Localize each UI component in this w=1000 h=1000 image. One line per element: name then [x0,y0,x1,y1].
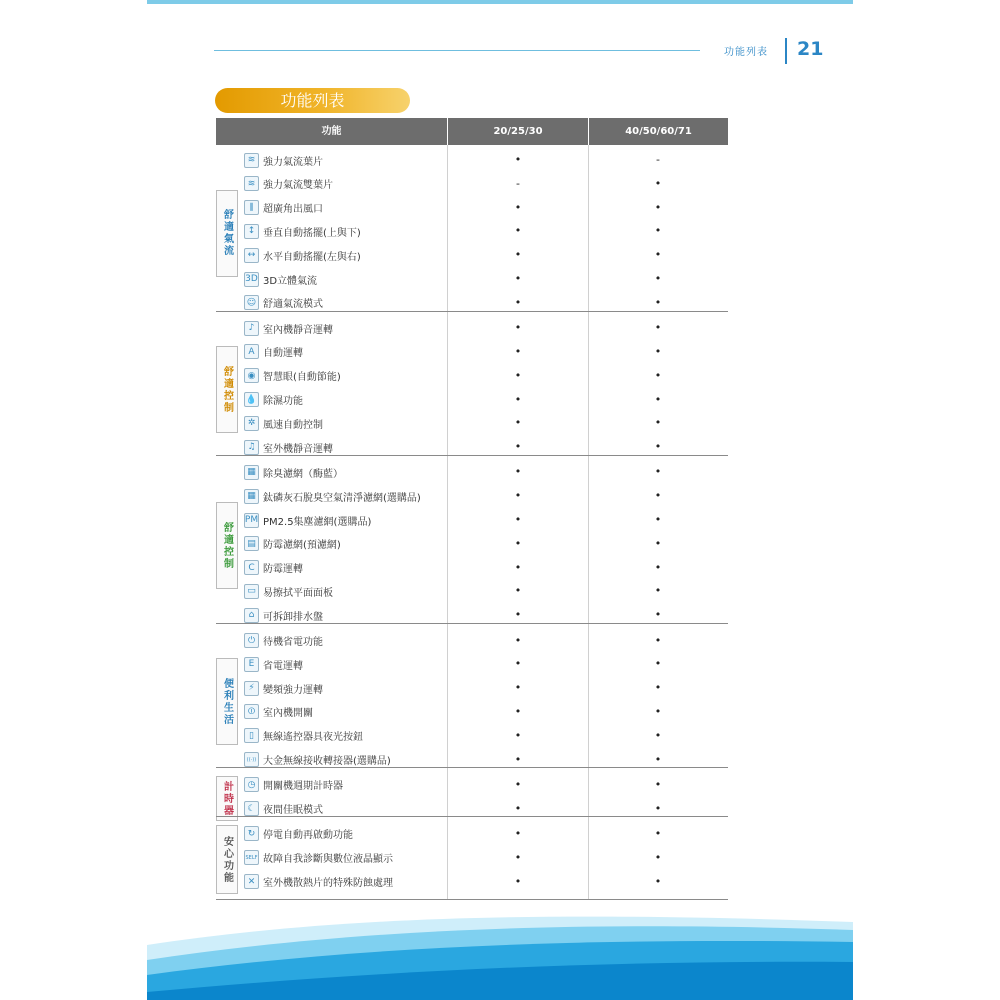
availability-mark-small: • [514,728,522,742]
availability-mark-small: • [514,681,522,695]
table-row [244,703,313,721]
mold-proof-icon: C [244,560,259,575]
availability-mark-small: • [514,513,522,526]
availability-mark-large: • [654,465,662,479]
availability-mark-large: • [654,801,662,815]
feature-label: 變頻強力運轉 [263,684,323,696]
availability-mark-large: • [654,584,662,598]
auto-operation-icon: A [244,344,259,359]
availability-mark-small: • [514,489,522,503]
availability-mark-small: • [514,704,522,718]
horizontal-swing-icon: ↔ [244,248,259,263]
feature-label: 3D立體氣流 [263,275,318,287]
availability-mark-small: • [514,657,522,671]
availability-mark-small: • [514,874,522,888]
self-diagnosis-icon: SELF [244,850,259,865]
remote-control-icon: ▯ [244,728,259,743]
availability-mark-large: • [654,248,662,262]
table-row [244,800,323,818]
feature-label: 水平自動搖擺(左與右) [263,251,361,263]
mold-filter-icon: ▤ [244,536,259,551]
feature-label: 鈦磷灰石脫臭空氣清淨濾網(選購品) [263,492,421,504]
feature-label: 開關機週期計時器 [263,781,343,793]
availability-mark-large: • [654,777,662,791]
feature-label: 可拆卸排水盤 [263,611,323,623]
table-row [244,727,363,745]
column-divider [447,145,448,900]
section-title: 功能列表 [215,88,410,113]
pm25-filter-icon: PM [244,513,259,528]
availability-mark-small: • [514,850,522,864]
table-row [244,391,303,409]
weekly-timer-icon: ◷ [244,777,259,792]
table-row [244,655,303,673]
intelligent-eye-icon: ◉ [244,368,259,383]
feature-label: 省電運轉 [263,660,303,672]
feature-label: 自動運轉 [263,348,303,360]
availability-mark-large: • [654,752,662,766]
table-row [244,582,333,600]
table-row [244,463,343,481]
availability-mark-large: • [654,513,662,526]
availability-mark-large: - [656,153,660,166]
table-row [244,319,333,337]
feature-label: 室外機靜音運轉 [263,443,333,455]
feature-label: PM2.5集塵濾網(選購品) [263,516,372,528]
fan-speed-icon: ✲ [244,416,259,431]
availability-mark-small: • [514,295,522,309]
availability-mark-small: • [514,392,522,406]
feature-label: 除臭濾網（酶藍） [263,468,343,480]
table-row [244,367,341,385]
table-row [244,175,333,193]
table-row [244,679,323,697]
availability-mark-small: • [514,200,522,214]
availability-mark-small: • [514,536,522,550]
availability-mark-small: • [514,272,522,285]
feature-label: 強力氣流雙葉片 [263,180,333,192]
table-row [244,294,323,312]
column-header-function: 功能 [216,118,447,145]
availability-mark-large: • [654,272,662,285]
availability-mark-large: • [654,295,662,309]
deodorizing-filter-icon: ▦ [244,465,259,480]
availability-mark-large: • [654,826,662,840]
availability-mark-large: • [654,608,662,622]
availability-mark-large: • [654,657,662,671]
table-row [244,270,317,288]
category-label: 計時器 [216,776,238,822]
availability-mark-large: • [654,728,662,742]
availability-mark-small: • [514,560,522,574]
table-row [244,535,341,553]
category-divider [216,767,728,768]
feature-label: 室內機靜音運轉 [263,324,333,336]
auto-restart-icon: ↻ [244,826,259,841]
table-row [244,751,391,769]
category-divider [216,311,728,312]
availability-mark-large: • [654,200,662,214]
table-row [244,343,303,361]
column-divider [588,145,589,900]
column-header-model-large: 40/50/60/71 [589,118,728,145]
feature-label: 防霉濾網(預濾網) [263,540,341,552]
feature-label: 防霉運轉 [263,564,303,576]
feature-label: 舒適氣流模式 [263,299,323,311]
feature-label: 室內機開關 [263,708,313,720]
availability-mark-small: • [514,826,522,840]
availability-mark-small: • [514,416,522,430]
availability-mark-large: • [654,392,662,406]
availability-mark-large: • [654,368,662,382]
availability-mark-large: • [654,416,662,430]
standby-saving-icon: ⏻ [244,633,259,648]
table-row [244,825,353,843]
availability-mark-small: • [514,368,522,382]
header-title: 功能列表 [724,47,768,58]
wireless-adapter-icon: ((·)) [244,752,259,767]
availability-mark-small: - [516,176,520,190]
availability-mark-small: • [514,777,522,791]
vertical-swing-icon: ↕ [244,224,259,239]
page-number: 21 [797,38,824,60]
feature-label: 垂直自動搖擺(上與下) [263,227,361,239]
category-divider [216,816,728,817]
column-header-model-small: 20/25/30 [448,118,588,145]
availability-mark-large: • [654,176,662,190]
table-row [244,246,361,264]
table-row [244,151,323,169]
availability-mark-small: • [514,465,522,479]
indoor-quiet-icon: ♪ [244,321,259,336]
category-label: 舒適控制 [216,346,238,433]
category-label: 便利生活 [216,658,238,745]
availability-mark-small: • [514,584,522,598]
table-header [216,118,728,145]
availability-mark-small: • [514,248,522,262]
top-decor-strip [147,0,853,4]
table-row [244,632,323,650]
availability-mark-large: • [654,560,662,574]
table-row [244,776,343,794]
dual-flap-icon: ≋ [244,176,259,191]
table-row [244,559,303,577]
drain-pan-icon: ⌂ [244,608,259,623]
feature-label: 故障自我診斷與數位液晶顯示 [263,854,393,866]
availability-mark-small: • [514,801,522,815]
dehumidify-icon: 💧 [244,392,259,407]
indoor-switch-icon: ⏼ [244,704,259,719]
availability-mark-small: • [514,633,522,647]
table-row [244,511,371,529]
comfort-mode-icon: ☺ [244,295,259,310]
header-separator [785,38,787,64]
availability-mark-large: • [654,681,662,695]
feature-label: 無線遙控器具夜光按鈕 [263,732,363,744]
category-label: 舒適控制 [216,502,238,589]
table-row [244,487,421,505]
power-flap-icon: ≋ [244,153,259,168]
feature-label: 易擦拭平面面板 [263,587,333,599]
category-label: 安心功能 [216,825,238,894]
powerful-icon: ⚡ [244,681,259,696]
feature-label: 室外機散熱片的特殊防蝕處理 [263,878,393,889]
availability-mark-large: • [654,633,662,647]
category-divider [216,455,728,456]
availability-mark-small: • [514,752,522,766]
table-row [244,414,323,432]
econo-icon: E [244,657,259,672]
table-row [244,199,323,217]
3d-airflow-icon: 3D [244,272,259,287]
table-row [244,438,333,456]
feature-label: 除濕功能 [263,396,303,407]
availability-mark-large: • [654,224,662,238]
header-rule [214,50,700,51]
availability-mark-large: • [654,874,662,888]
feature-label: 夜間佳眠模式 [263,805,323,817]
availability-mark-small: • [514,224,522,238]
availability-mark-large: • [654,536,662,550]
availability-mark-small: • [514,153,522,166]
night-mode-icon: ☾ [244,801,259,816]
availability-mark-large: • [654,344,662,358]
wide-angle-icon: ⫼ [244,200,259,215]
availability-mark-large: • [654,440,662,454]
table-row [244,606,323,624]
availability-mark-small: • [514,608,522,622]
feature-label: 停電自動再啟動功能 [263,830,353,842]
availability-mark-large: • [654,321,662,335]
availability-mark-large: • [654,704,662,718]
feature-label: 智慧眼(自動節能) [263,372,341,384]
feature-label: 待機省電功能 [263,637,323,648]
table-row [244,849,393,867]
category-label: 舒適氣流 [216,190,238,277]
availability-mark-large: • [654,850,662,864]
category-divider [216,623,728,624]
availability-mark-small: • [514,344,522,358]
availability-mark-small: • [514,440,522,454]
availability-mark-large: • [654,489,662,503]
table-row [244,222,361,240]
anti-corrosion-icon: ✕ [244,874,259,889]
feature-label: 大金無線接收轉接器(選購品) [263,756,391,767]
feature-label: 風速自動控制 [263,419,323,431]
feature-label: 超廣角出風口 [263,204,323,216]
outdoor-quiet-icon: ♫ [244,440,259,455]
bottom-wave-decoration [147,900,853,1000]
feature-label: 強力氣流葉片 [263,156,323,168]
availability-mark-small: • [514,321,522,335]
flat-panel-icon: ▭ [244,584,259,599]
titanium-filter-icon: ▦ [244,489,259,504]
table-row [244,873,393,891]
